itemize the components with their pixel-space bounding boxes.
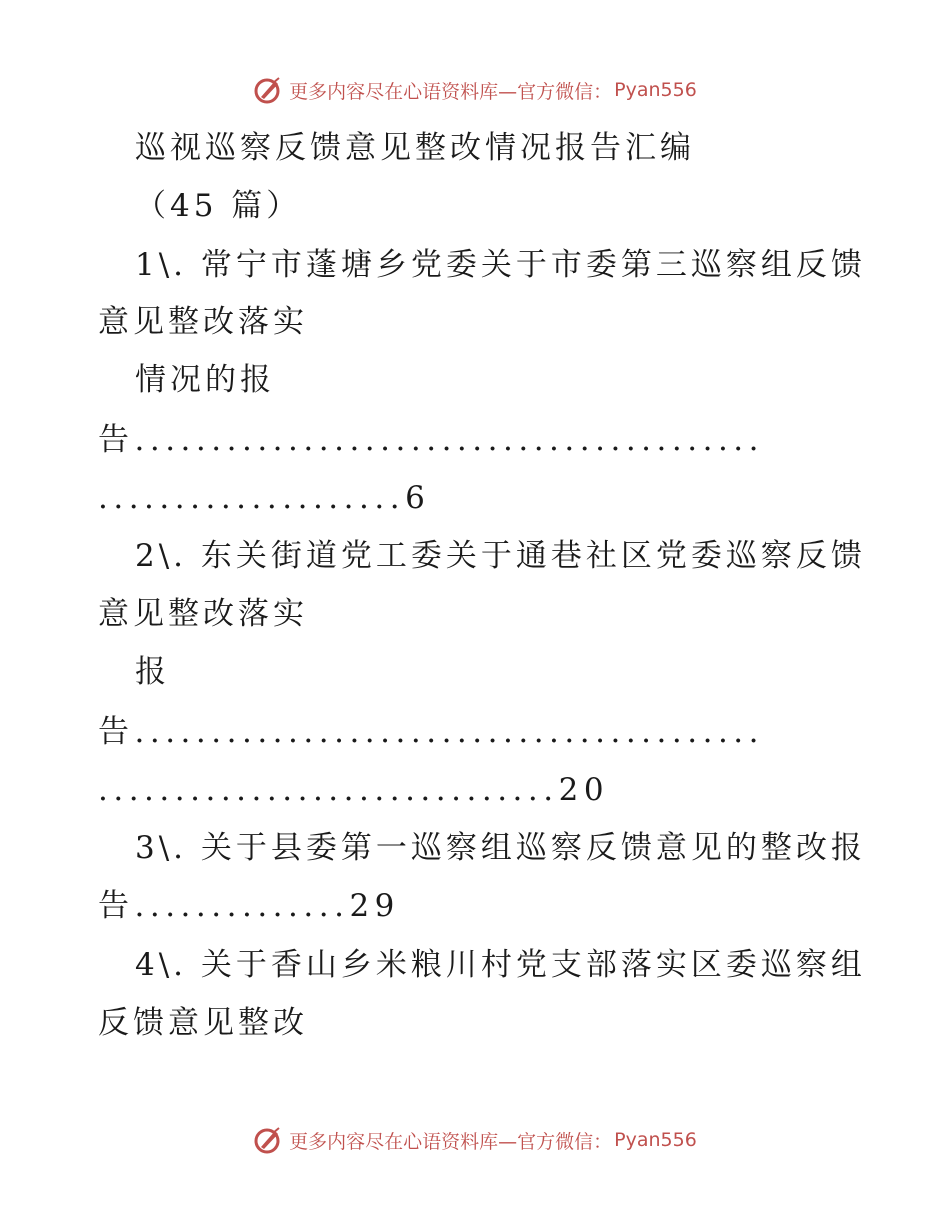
toc-entry-1-line-3: 情况的报 xyxy=(135,362,275,398)
toc-entry-4-line-2: 反馈意见整改 xyxy=(98,1005,308,1041)
watermark-banner-bottom xyxy=(0,1120,950,1160)
toc-entry-3-line-1: 3\. 关于县委第一巡察组巡察反馈意见的整改报 xyxy=(135,830,866,866)
watermark-id: Pyan556 xyxy=(614,1129,697,1151)
document-subtitle: （45 篇） xyxy=(135,188,302,224)
toc-entry-4-line-1: 4\. 关于香山乡米粮川村党支部落实区委巡察组 xyxy=(135,947,866,983)
toc-entry-1-leader: 告......................................... xyxy=(98,422,765,458)
watermark-banner-top xyxy=(0,70,950,110)
toc-entry-3-line-2: 告..............29 xyxy=(98,888,400,924)
toc-entry-2-page: ..............................20 xyxy=(98,772,610,808)
toc-entry-2-leader: 告......................................... xyxy=(98,714,765,750)
toc-entry-1-page: ....................6 xyxy=(98,480,431,516)
toc-entry-1-line-2: 意见整改落实 xyxy=(98,304,308,340)
watermark-text: 更多内容尽在心语资料库—官方微信： xyxy=(289,80,613,103)
toc-entry-2-line-3: 报 xyxy=(135,654,170,690)
document-title: 巡视巡察反馈意见整改情况报告汇编 xyxy=(135,130,695,166)
watermark-id: Pyan556 xyxy=(614,79,697,101)
toc-entry-1-line-1: 1\. 常宁市蓬塘乡党委关于市委第三巡察组反馈 xyxy=(135,247,866,283)
quill-pen-circle-icon xyxy=(253,75,283,105)
toc-entry-2-line-2: 意见整改落实 xyxy=(98,596,308,632)
quill-pen-circle-icon xyxy=(253,1125,283,1155)
toc-entry-2-line-1: 2\. 东关街道党工委关于通巷社区党委巡察反馈 xyxy=(135,538,866,574)
watermark-text: 更多内容尽在心语资料库—官方微信： xyxy=(289,1130,613,1153)
